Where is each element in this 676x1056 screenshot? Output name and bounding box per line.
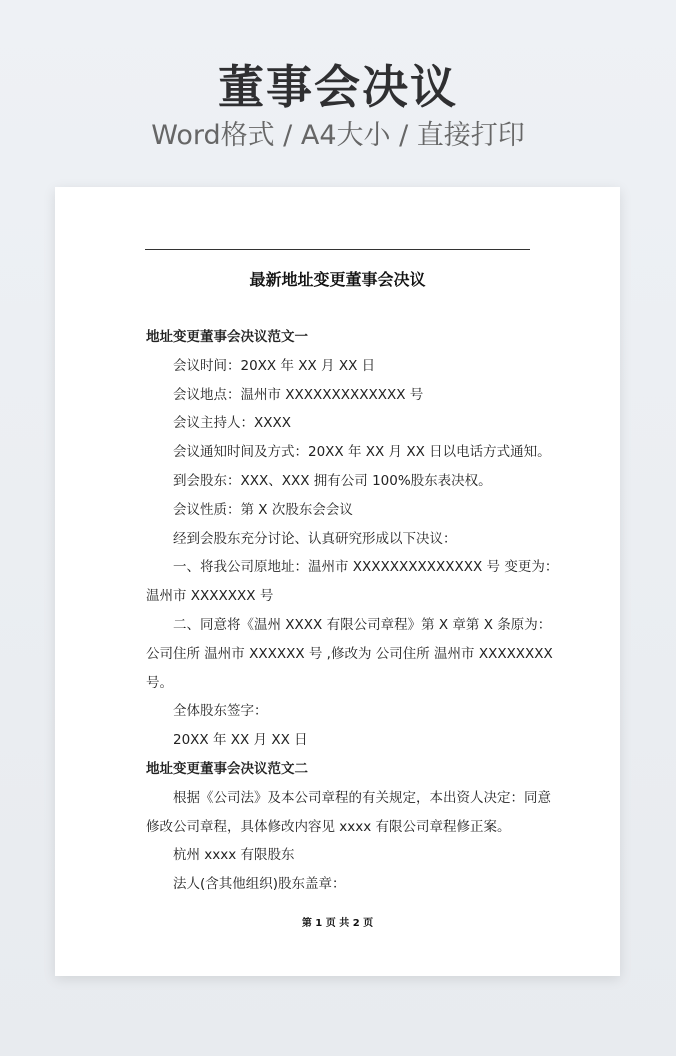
page-number: 第 1 页 共 2 页 <box>301 918 374 929</box>
section-heading: 地址变更董事会决议范文一 <box>146 329 308 345</box>
document-page <box>55 187 620 976</box>
paragraph-line: 会议主持人：XXXX <box>173 415 291 432</box>
paragraph-line: 号。 <box>146 674 173 691</box>
paragraph-line: 根据《公司法》及本公司章程的有关规定，本出资人决定：同意 <box>173 789 551 806</box>
paragraph-line: 公司住所 温州市 XXXXXX 号 ,修改为 公司住所 温州市 XXXXXXXX <box>146 645 553 662</box>
paragraph-line: 修改公司章程，具体修改内容见 xxxx 有限公司章程修正案。 <box>146 818 511 835</box>
page-subtitle: Word格式 / A4大小 / 直接打印 <box>151 120 525 151</box>
document-body <box>146 323 559 899</box>
paragraph-line: 一、将我公司原地址：温州市 XXXXXXXXXXXXXX 号 变更为： <box>173 559 559 576</box>
paragraph-line: 20XX 年 XX 月 XX 日 <box>173 732 308 749</box>
paragraph-line: 杭州 xxxx 有限股东 <box>173 847 295 864</box>
paragraph-line: 会议性质：第 X 次股东会会议 <box>173 501 353 518</box>
header-rule <box>145 249 530 250</box>
paragraph-line: 全体股东签字： <box>173 703 268 720</box>
paragraph-line: 会议时间：20XX 年 XX 月 XX 日 <box>173 357 376 374</box>
document-title: 最新地址变更董事会决议 <box>249 270 426 289</box>
page-title: 董事会决议 <box>218 60 458 114</box>
paragraph-line: 会议地点：温州市 XXXXXXXXXXXXX 号 <box>173 386 424 403</box>
paragraph-line: 温州市 XXXXXXX 号 <box>146 588 274 605</box>
section-heading: 地址变更董事会决议范文二 <box>146 760 308 777</box>
paragraph-line: 经到会股东充分讨论、认真研究形成以下决议： <box>173 530 457 547</box>
paragraph-line: 法人(含其他组织)股东盖章： <box>173 876 346 893</box>
paragraph-line: 会议通知时间及方式：20XX 年 XX 月 XX 日以电话方式通知。 <box>173 444 551 461</box>
paragraph-line: 到会股东：XXX、XXX 拥有公司 100%股东表决权。 <box>173 472 492 489</box>
paragraph-line: 二、同意将《温州 XXXX 有限公司章程》第 X 章第 X 条原为： <box>173 616 552 633</box>
